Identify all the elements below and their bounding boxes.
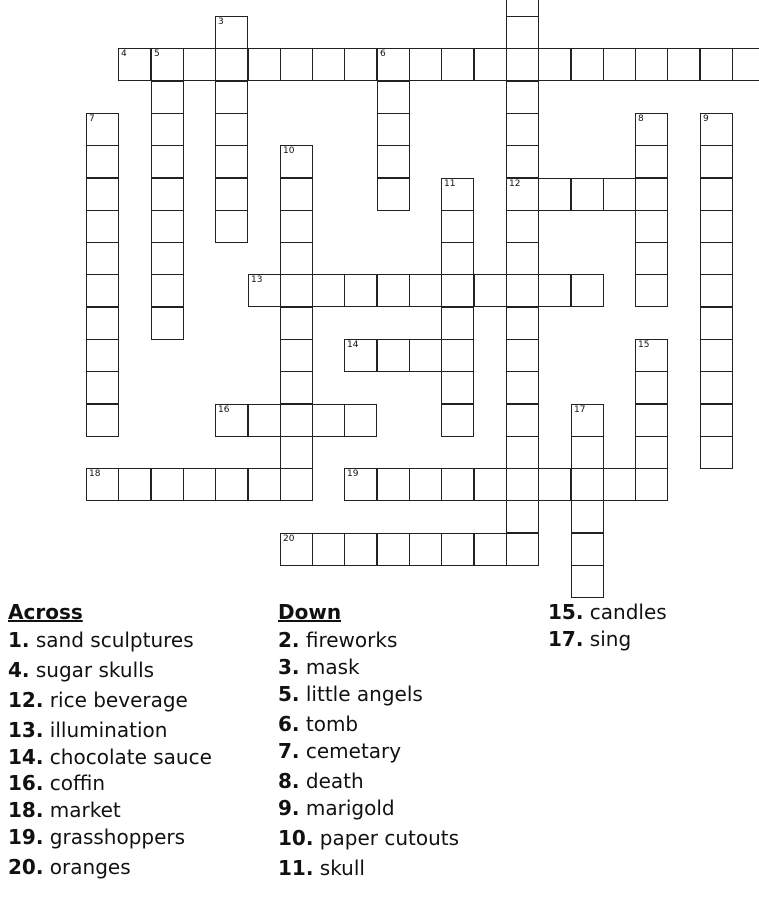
crossword-cell[interactable] [571, 48, 604, 81]
crossword-cell[interactable] [344, 48, 377, 81]
crossword-cell[interactable] [151, 81, 184, 114]
crossword-cell[interactable] [571, 468, 604, 501]
crossword-cell[interactable] [506, 81, 539, 114]
crossword-cell[interactable] [506, 371, 539, 404]
crossword-cell[interactable] [344, 468, 377, 501]
crossword-cell[interactable] [86, 371, 119, 404]
clue-across-16: 16. coffin [8, 771, 106, 795]
crossword-cell[interactable] [409, 533, 442, 566]
crossword-cell[interactable] [506, 16, 539, 49]
clue-down-11: 11. skull [278, 856, 365, 880]
crossword-cell[interactable] [151, 113, 184, 146]
crossword-cell[interactable] [441, 274, 474, 307]
crossword-cell[interactable] [441, 371, 474, 404]
crossword-cell[interactable] [441, 339, 474, 372]
crossword-cell[interactable] [603, 468, 636, 501]
crossword-cell[interactable] [183, 468, 216, 501]
crossword-cell[interactable] [280, 307, 313, 340]
cell-number: 17 [574, 405, 586, 415]
crossword-cell[interactable] [538, 468, 571, 501]
crossword-cell[interactable] [248, 468, 281, 501]
crossword-cell[interactable] [377, 468, 410, 501]
crossword-cell[interactable] [118, 468, 151, 501]
crossword-cell[interactable] [280, 468, 313, 501]
cell-number: 11 [444, 179, 456, 189]
crossword-cell[interactable] [635, 113, 668, 146]
crossword-cell[interactable] [215, 468, 248, 501]
crossword-cell[interactable] [215, 178, 248, 211]
crossword-cell[interactable] [377, 145, 410, 178]
crossword-cell[interactable] [312, 533, 345, 566]
clue-across-13: 13. illumination [8, 718, 168, 742]
crossword-cell[interactable] [280, 371, 313, 404]
clue-across-14: 14. chocolate sauce [8, 745, 212, 769]
crossword-cell[interactable] [280, 436, 313, 469]
down-heading: Down [278, 600, 342, 624]
crossword-cell[interactable] [441, 404, 474, 437]
crossword-cell[interactable] [571, 565, 604, 598]
crossword-cell[interactable] [571, 533, 604, 566]
crossword-cell[interactable] [215, 16, 248, 49]
crossword-cell[interactable] [603, 178, 636, 211]
cell-number: 9 [703, 114, 709, 124]
crossword-cell[interactable] [700, 145, 733, 178]
crossword-cell[interactable] [538, 274, 571, 307]
crossword-cell[interactable] [441, 210, 474, 243]
crossword-cell[interactable] [280, 242, 313, 275]
clue-down-7: 7. cemetary [278, 739, 402, 763]
crossword-cell[interactable] [700, 436, 733, 469]
crossword-cell[interactable] [86, 210, 119, 243]
crossword-cell[interactable] [506, 0, 539, 17]
crossword-cell[interactable] [151, 468, 184, 501]
crossword-cell[interactable] [700, 178, 733, 211]
clue-down-17: 17. sing [548, 627, 632, 651]
crossword-cell[interactable] [441, 468, 474, 501]
crossword-cell[interactable] [571, 274, 604, 307]
crossword-cell[interactable] [86, 178, 119, 211]
crossword-cell[interactable] [635, 210, 668, 243]
across-clues [8, 600, 212, 879]
crossword-cell[interactable] [344, 404, 377, 437]
cell-number: 7 [89, 114, 95, 124]
down-clues [278, 600, 459, 880]
crossword-cell[interactable] [506, 145, 539, 178]
cell-number: 3 [218, 17, 224, 27]
crossword-cell[interactable] [183, 48, 216, 81]
crossword-cell[interactable] [280, 404, 313, 437]
crossword-cell[interactable] [635, 371, 668, 404]
clue-down-2: 2. fireworks [278, 628, 398, 652]
crossword-cell[interactable] [248, 404, 281, 437]
crossword-cell[interactable] [248, 274, 281, 307]
crossword-cell[interactable] [506, 242, 539, 275]
crossword-cell[interactable] [248, 48, 281, 81]
crossword-cell[interactable] [409, 274, 442, 307]
clue-down-3: 3. mask [278, 655, 360, 679]
crossword-cell[interactable] [215, 113, 248, 146]
crossword-cell[interactable] [700, 274, 733, 307]
across-heading: Across [8, 600, 83, 624]
crossword-cell[interactable] [118, 48, 151, 81]
crossword-cell[interactable] [280, 533, 313, 566]
crossword-cell[interactable] [86, 468, 119, 501]
crossword-cell[interactable] [86, 274, 119, 307]
crossword-cell[interactable] [441, 178, 474, 211]
crossword-cell[interactable] [409, 48, 442, 81]
crossword-cell[interactable] [344, 533, 377, 566]
cell-number: 14 [347, 340, 359, 350]
crossword-cell[interactable] [441, 242, 474, 275]
crossword-cell[interactable] [215, 210, 248, 243]
crossword-cell[interactable] [377, 274, 410, 307]
crossword-cell[interactable] [86, 339, 119, 372]
clue-down-15: 15. candles [548, 600, 667, 624]
clue-across-1: 1. sand sculptures [8, 628, 194, 652]
crossword-cell[interactable] [506, 404, 539, 437]
crossword-cell[interactable] [151, 48, 184, 81]
crossword-cell[interactable] [700, 307, 733, 340]
crossword-cell[interactable] [280, 145, 313, 178]
clue-down-9: 9. marigold [278, 796, 395, 820]
crossword-cell[interactable] [700, 371, 733, 404]
cell-number: 16 [218, 405, 230, 415]
crossword-cell[interactable] [377, 113, 410, 146]
crossword-cell[interactable] [215, 145, 248, 178]
crossword-cell[interactable] [700, 339, 733, 372]
crossword-cell[interactable] [86, 307, 119, 340]
crossword-cell[interactable] [506, 178, 539, 211]
crossword-cell[interactable] [312, 48, 345, 81]
crossword-cell[interactable] [700, 404, 733, 437]
crossword-cell[interactable] [377, 339, 410, 372]
crossword-cell[interactable] [344, 339, 377, 372]
crossword-cell[interactable] [280, 48, 313, 81]
crossword-cell[interactable] [312, 404, 345, 437]
crossword-cell[interactable] [635, 242, 668, 275]
crossword-cell[interactable] [280, 339, 313, 372]
crossword-cell[interactable] [86, 113, 119, 146]
crossword-cell[interactable] [635, 339, 668, 372]
crossword-cell[interactable] [506, 436, 539, 469]
crossword-cell[interactable] [474, 48, 507, 81]
crossword-cell[interactable] [409, 468, 442, 501]
crossword-cell[interactable] [409, 339, 442, 372]
crossword-cell[interactable] [506, 339, 539, 372]
crossword-cell[interactable] [700, 242, 733, 275]
clue-across-4: 4. sugar skulls [8, 658, 155, 682]
crossword-cell[interactable] [635, 48, 668, 81]
crossword-cell[interactable] [86, 404, 119, 437]
crossword-cell[interactable] [506, 48, 539, 81]
clue-across-20: 20. oranges [8, 855, 131, 879]
crossword-cell[interactable] [151, 210, 184, 243]
cell-number: 20 [283, 534, 295, 544]
cell-number: 4 [121, 49, 127, 59]
crossword-cell[interactable] [312, 274, 345, 307]
cell-number: 8 [638, 114, 644, 124]
crossword-cell[interactable] [377, 48, 410, 81]
down-clues-continued [548, 600, 667, 651]
crossword-cell[interactable] [441, 307, 474, 340]
crossword-cell[interactable] [215, 48, 248, 81]
crossword-cell[interactable] [280, 274, 313, 307]
clue-across-12: 12. rice beverage [8, 688, 188, 712]
crossword-cell[interactable] [635, 404, 668, 437]
crossword-cell[interactable] [571, 500, 604, 533]
crossword-cell[interactable] [635, 468, 668, 501]
crossword-cell[interactable] [441, 48, 474, 81]
crossword-cell[interactable] [506, 274, 539, 307]
cell-number: 15 [638, 340, 650, 350]
cell-number: 18 [89, 469, 101, 479]
cell-number: 10 [283, 146, 295, 156]
crossword-cell[interactable] [700, 210, 733, 243]
crossword-cell[interactable] [344, 274, 377, 307]
crossword-cell[interactable] [700, 113, 733, 146]
cell-number: 5 [154, 49, 160, 59]
crossword-cell[interactable] [700, 48, 733, 81]
crossword-cell[interactable] [506, 500, 539, 533]
crossword-cell[interactable] [86, 145, 119, 178]
crossword-cell[interactable] [538, 48, 571, 81]
crossword-cell[interactable] [441, 533, 474, 566]
crossword-cell[interactable] [667, 48, 700, 81]
crossword-cell[interactable] [506, 307, 539, 340]
crossword-cell[interactable] [506, 533, 539, 566]
crossword-cell[interactable] [86, 242, 119, 275]
crossword-cell[interactable] [151, 307, 184, 340]
crossword-cell[interactable] [506, 468, 539, 501]
crossword-cell[interactable] [215, 404, 248, 437]
crossword-cell[interactable] [474, 533, 507, 566]
crossword-cell[interactable] [603, 48, 636, 81]
crossword-cell[interactable] [377, 178, 410, 211]
crossword-cell[interactable] [474, 468, 507, 501]
cell-number: 12 [509, 179, 521, 189]
crossword-cell[interactable] [635, 178, 668, 211]
clue-across-19: 19. grasshoppers [8, 825, 186, 849]
clue-across-18: 18. market [8, 798, 121, 822]
clue-down-6: 6. tomb [278, 712, 359, 736]
crossword-cell[interactable] [474, 274, 507, 307]
crossword-cell[interactable] [571, 404, 604, 437]
crossword-cell[interactable] [151, 145, 184, 178]
crossword-cell[interactable] [506, 210, 539, 243]
clue-down-10: 10. paper cutouts [278, 826, 460, 850]
crossword-cell[interactable] [571, 178, 604, 211]
cell-number: 19 [347, 469, 359, 479]
crossword-cell[interactable] [280, 178, 313, 211]
crossword-cell[interactable] [280, 210, 313, 243]
crossword-cell[interactable] [571, 436, 604, 469]
crossword-cell[interactable] [151, 242, 184, 275]
crossword-cell[interactable] [377, 81, 410, 114]
crossword-cell[interactable] [732, 48, 759, 81]
crossword-cell[interactable] [151, 178, 184, 211]
crossword-cell[interactable] [215, 81, 248, 114]
crossword-cell[interactable] [377, 533, 410, 566]
cell-number: 6 [380, 49, 386, 59]
clue-down-5: 5. little angels [278, 682, 423, 706]
crossword-cell[interactable] [635, 436, 668, 469]
crossword-cell[interactable] [538, 178, 571, 211]
crossword-cell[interactable] [635, 145, 668, 178]
crossword-cell[interactable] [506, 113, 539, 146]
clue-down-8: 8. death [278, 769, 364, 793]
crossword-cell[interactable] [635, 274, 668, 307]
crossword-cell[interactable] [151, 274, 184, 307]
cell-number: 13 [251, 275, 263, 285]
